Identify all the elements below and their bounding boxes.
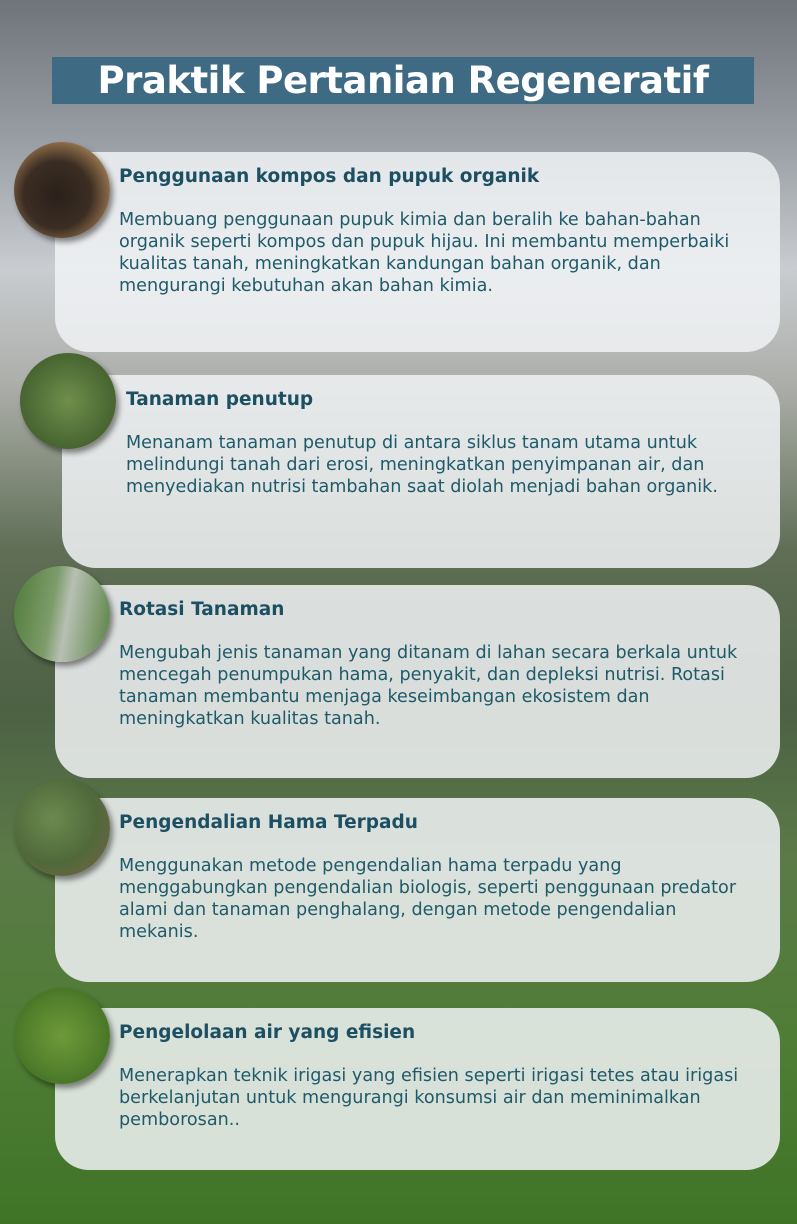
section-body: Mengubah jenis tanaman yang ditanam di lahan secara berkala untuk mencegah penumpukan hama, penyakit, dan depleksi nutrisi. Rotasi tanaman membantu menjaga keseimbangan ekosistem dan meningkatkan kualitas tanah. [119,643,738,729]
section-body: Menanam tanaman penutup di antara siklus tanam utama untuk melindungi tanah dari erosi, meningkatkan penyimpanan air, dan menyediakan nutrisi tambahan saat diolah menjadi bahan organik. [126,433,718,497]
crop-rotation-photo [14,566,110,662]
section-card-water-management [55,1008,780,1170]
section-heading: Pengelolaan air yang efisien [119,1022,416,1043]
section-card-cover-crops [62,375,780,568]
cover-crop-photo [20,353,116,449]
compost-photo [14,142,110,238]
section-body: Membuang penggunaan pupuk kimia dan beralih ke bahan-bahan organik seperti kompos dan pupuk hijau. Ini membantu memperbaiki kualitas tanah, meningkatkan kandungan bahan organik, dan mengurangi kebutuhan akan bahan kimia. [119,210,730,296]
title-banner [52,57,754,104]
section-card-compost [55,152,780,352]
section-heading: Pengendalian Hama Terpadu [119,812,418,833]
section-heading: Tanaman penutup [126,389,314,410]
section-card-crop-rotation [55,585,780,778]
section-body: Menggunakan metode pengendalian hama terpadu yang menggabungkan pengendalian biologis, seperti penggunaan predator alami dan tanaman penghalang, dengan metode pengendalian mekanis. [119,856,737,942]
page-title: Praktik Pertanian Regeneratif [97,59,709,102]
section-card-pest-management [55,798,780,982]
water-management-photo [14,988,110,1084]
section-heading: Rotasi Tanaman [119,599,285,620]
section-heading: Penggunaan kompos dan pupuk organik [119,166,540,187]
section-body: Menerapkan teknik irigasi yang efisien seperti irigasi tetes atau irigasi berkelanjutan untuk mengurangi konsumsi air dan meminimalkan pemborosan.. [119,1066,739,1130]
pest-management-photo [14,780,110,876]
